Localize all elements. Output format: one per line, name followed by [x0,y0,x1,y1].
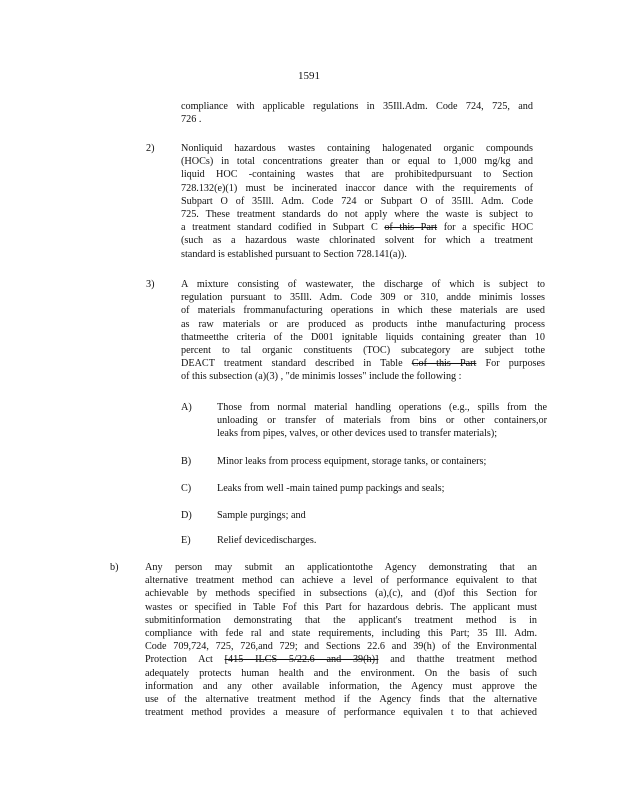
text-line: a treatment standard codified in Subpart C of this Part for a specific HOC [181,222,534,234]
text-line: A mixture consisting of wastewater, the discharge of which is subject to [181,279,545,290]
paragraph-item-2 [181,142,533,261]
text-line: (HOCs) in total concentrations greater than or equal to 1,000 mg/kg and [181,156,533,168]
text-line: use of the alternative treatment method if the Agency finds that the alternative [145,694,537,706]
text-line: wastes or specified in Table Fof this Part for hazardous debris. The applicant must [145,601,537,613]
subitem-b [217,455,527,468]
text-line: adequately protects human health and the environment. On the basis of such [145,667,537,679]
text-line: standard is established pursuant to Section 728.141(a)). [181,248,407,260]
paragraph-item-b [145,561,537,719]
item-label-b: b) [110,562,119,573]
page-number: 1591 [298,70,320,82]
text-line: compliance with fede ral and state requirements, including this Part; 35 Ill. Adm. [145,628,537,640]
subitem-label-c: C) [181,483,192,494]
struck-text: [415 ILCS 5/22.6 and 39(h)] [224,654,379,666]
struck-text: Cof this Part [411,358,477,370]
text-line: Code 709,724, 725, 726,and 729; and Sections 22.6 and 39(h) of the Environmental [145,641,537,653]
text-line: Subpart O of 35Ill. Adm. Code 724 or Subpart O of 35Ill. Adm. Code [181,195,533,207]
text-line: Relief devicedischarges. [217,535,317,546]
text-line: Any person may submit an applicationtothe Agency demonstrating that an [145,562,537,573]
text-line: 725. These treatment standards do not apply where the waste is subject to [181,209,533,221]
text-line: Leaks from well -main tained pump packings and seals; [217,483,445,494]
text-line: DEACT treatment standard described in Table Cof this Part For purposes [181,358,546,370]
continuation-paragraph [181,100,533,126]
text-line: Minor leaks from process equipment, storage tanks, or containers; [217,456,487,467]
text-line: information and any other available information, the Agency must approve the [145,680,537,692]
text-line: Nonliquid hazardous wastes containing halogenated organic compounds [181,143,533,154]
text-line: Those from normal material handling operations (e.g., spills from the [217,402,547,413]
item-label-3: 3) [146,279,155,290]
subitem-label-e: E) [181,535,191,546]
text-line: liquid HOC -containing wastes that are prohibitedpursuant to Section [181,169,533,181]
text-line: alternative treatment method can achieve a level of performance equivalent to that [145,575,537,587]
text-line: Sample purgings; and [217,510,306,521]
paragraph-item-3 [181,278,545,384]
text-line: leaks from pipes, valves, or other devices used to transfer materials); [217,428,498,440]
text-line: treatment method provides a measure of performance equivalen t to that achieved [145,707,537,719]
subitem-label-d: D) [181,510,192,521]
text-line: unloading or transfer of materials from bins or other containers,or [217,415,547,427]
subitem-d [217,509,327,522]
text-line: Protection Act [415 ILCS 5/22.6 and 39(h)] and thatthe treatment method [145,654,538,666]
text-line: regulation pursuant to 35Ill. Adm. Code 309 or 310, andde minimis losses [181,292,545,304]
text-line: percent to tal organic constituents (TOC) subcategory are subject tothe [181,345,545,357]
subitem-label-a: A) [181,402,192,413]
text-line: 728.132(e)(1) must be incinerated inaccor dance with the requirements of [181,182,533,194]
subitem-e [217,534,327,547]
text-line: achievable by methods specified in subsections (a),(c), and (d)of this Section for [145,588,537,600]
subitem-label-b: B) [181,456,192,467]
text-line: 726 . [181,114,202,126]
text-line: submitinformation demonstrating that the applicant's treatment method is in [145,614,537,626]
text-line: compliance with applicable regulations in 35Ill.Adm. Code 724, 725, and [181,101,533,112]
subitem-a [217,401,547,441]
text-line: thatmeetthe criteria of the D001 ignitable liquids containing greater than 10 [181,331,545,343]
subitem-c [217,482,477,495]
text-line: of this subsection (a)(3) , "de minimis losses" include the following : [181,371,462,383]
item-label-2: 2) [146,143,155,154]
struck-text: of this Part [384,222,438,234]
text-line: (such as a hazardous waste chlorinated solvent for which a treatment [181,235,533,247]
text-line: of materials frommanufacturing operations in which these materials are used [181,305,545,317]
text-line: as raw materials or are produced as products inthe manufacturing process [181,318,545,330]
